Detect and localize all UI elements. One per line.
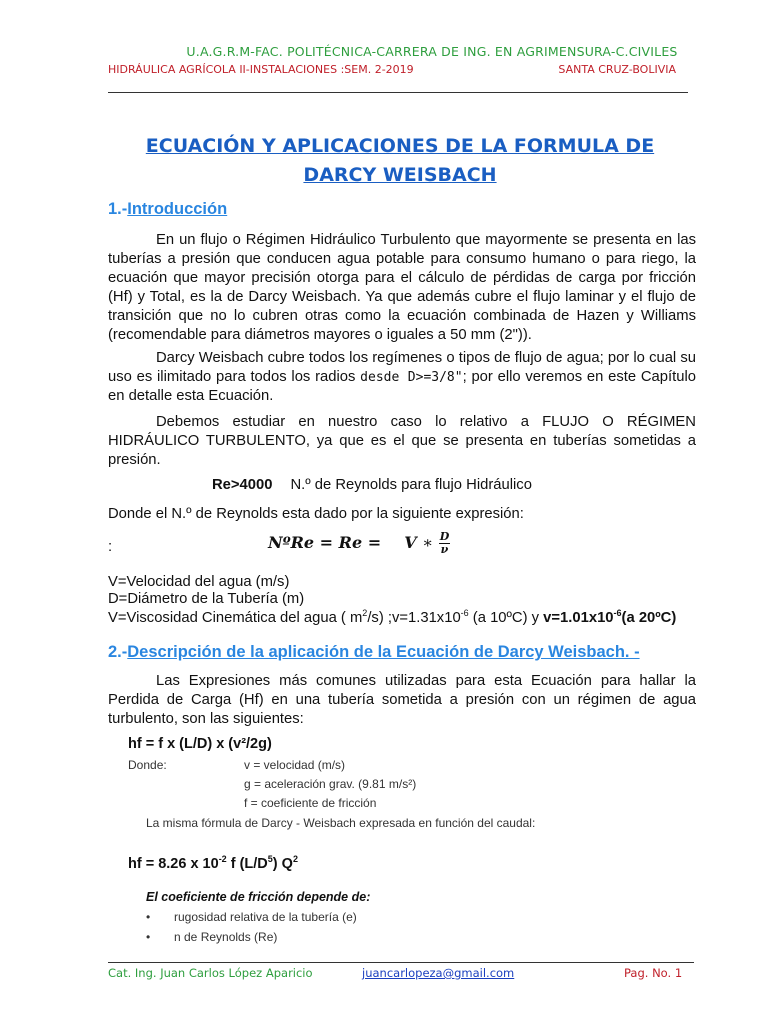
- formula-denominator: ν: [440, 543, 449, 556]
- footer-email-link[interactable]: juancarlopeza@gmail.com: [362, 966, 515, 980]
- formula-numerator: D: [439, 530, 450, 543]
- formula-multiply: ∗: [422, 533, 434, 552]
- header-location: SANTA CRUZ-BOLIVIA: [558, 63, 676, 76]
- darcy-equation-flow: [128, 854, 298, 872]
- section-1-title: Introducción: [127, 200, 228, 218]
- viscosity-sup-b: -6: [460, 608, 469, 618]
- footer-page-number: Pag. No. 1: [624, 966, 683, 980]
- figure-donde: Donde:: [128, 758, 167, 772]
- header-course: HIDRÁULICA AGRÍCOLA II-INSTALACIONES :SEM. 2-2019: [108, 63, 414, 76]
- paragraph-darcy-regimes: [108, 349, 696, 406]
- definition-diameter: D=Diámetro de la Tubería (m): [108, 591, 305, 607]
- viscosity-bold-end: (a 20ºC): [621, 609, 677, 626]
- paragraph-turbulent: [108, 413, 696, 470]
- formula-colon: :: [108, 539, 113, 555]
- section-1-number: 1.-: [108, 200, 128, 218]
- viscosity-bold: v=1.01x10: [543, 609, 614, 626]
- eq2-sup-a: -2: [218, 854, 227, 864]
- paragraph-expressions-text: Las Expresiones más comunes utilizadas para esta Ecuación para hallar la Perdida de Carga (Hf) en una tubería sometida a presión con un régimen de agua turbulento, son las siguientes:: [108, 673, 696, 727]
- reynolds-formula: [268, 531, 450, 556]
- section-1-heading: [108, 200, 227, 219]
- viscosity-text-c: (a 10ºC) y: [468, 609, 544, 626]
- formula-left: NºRe = Re =: [268, 533, 382, 552]
- reynolds-expression-intro: Donde el N.º de Reynolds esta dado por la siguiente expresión:: [108, 506, 524, 522]
- figure-bullet-2-text: n de Reynolds (Re): [174, 930, 278, 944]
- darcy-equation: hf = f x (L/D) x (v²/2g): [128, 736, 272, 752]
- paragraph-intro-text: En un flujo o Régimen Hidráulico Turbulento que mayormente se presenta en las tuberías a presión que conducen agua potable para consumo humano o para riego, la ecuación que mayor precisión otorga para el cálculo de pérdidas de carga por fricción (Hf) y Total, es la de Darcy Weisbach. Ya que además cubre el flujo laminar y el flujo de transición que no lo cubren otras como la ecuación combinada de Hazen y Williams (recomendable para diámetros mayores o iguales a 50 mm (2")).: [108, 232, 696, 343]
- paragraph-expressions: [108, 672, 696, 729]
- viscosity-sup-a: 2: [362, 608, 368, 618]
- formula-fraction: [439, 531, 451, 556]
- figure-coef-heading: El coeficiente de fricción depende de:: [146, 890, 371, 904]
- header-divider: [108, 92, 688, 93]
- viscosity-bold-sup: -6: [613, 608, 622, 618]
- eq2-part-a: hf = 8.26 x 10: [128, 855, 219, 872]
- definition-velocity: V=Velocidad del agua (m/s): [108, 574, 290, 590]
- paragraph-darcy-text-a: Darcy Weisbach cubre todos los regímenes o tipos de flujo de agua; por lo cual su uso es ilimitado para todos los radios: [108, 350, 696, 385]
- eq2-part-b: f (L/D: [226, 855, 268, 872]
- reynolds-threshold: Re>4000: [212, 477, 273, 493]
- footer-author: Cat. Ing. Juan Carlos López Aparicio: [108, 966, 313, 980]
- eq2-sup-c: 2: [292, 854, 298, 864]
- figure-bullet-1: •: [146, 910, 151, 924]
- formula-velocity: V: [404, 533, 417, 552]
- figure-bullet-1-text: rugosidad relativa de la tubería (e): [174, 910, 357, 924]
- paragraph-darcy-text-c: ; por ello veremos en este Capítulo en detalle esta Ecuación.: [108, 369, 696, 404]
- viscosity-text-a: V=Viscosidad Cinemática del agua ( m: [108, 609, 363, 626]
- viscosity-text-b: /s) ;v=1.31x10: [367, 609, 461, 626]
- section-2-heading: [108, 643, 640, 662]
- paragraph-turbulent-text: Debemos estudiar en nuestro caso lo relativo a FLUJO O RÉGIMEN HIDRÁULICO TURBULENTO, ya que es el que se presenta en tuberías sometidas a presión.: [108, 414, 696, 468]
- document-title: ECUACIÓN Y APLICACIONES DE LA FORMULA DE DARCY WEISBACH: [145, 135, 655, 186]
- figure-f-def: f = coeficiente de fricción: [244, 796, 377, 810]
- footer-divider: [108, 962, 694, 963]
- figure-g-def: g = aceleración grav. (9.81 m/s²): [244, 777, 417, 791]
- eq2-part-c: ) Q: [272, 855, 293, 872]
- section-2-title: Descripción de la aplicación de la Ecuación de Darcy Weisbach. -: [127, 643, 640, 661]
- section-2-number: 2.-: [108, 643, 128, 661]
- definition-viscosity: [108, 608, 676, 626]
- figure-v-def: v = velocidad (m/s): [244, 758, 346, 772]
- reynolds-condition: [212, 477, 532, 493]
- eq2-sup-b: 5: [267, 854, 273, 864]
- reynolds-description: N.º de Reynolds para flujo Hidráulico: [290, 477, 532, 493]
- paragraph-darcy-mono: desde D>=3/8": [360, 370, 463, 385]
- header-institution: U.A.G.R.M-FAC. POLITÉCNICA-CARRERA DE ING. EN AGRIMENSURA-C.CIVILES: [186, 44, 678, 59]
- darcy-formula-figure: [120, 736, 640, 946]
- paragraph-intro: [108, 231, 696, 345]
- figure-bullet-2: •: [146, 930, 151, 944]
- figure-misma: La misma fórmula de Darcy - Weisbach expresada en función del caudal:: [146, 816, 536, 830]
